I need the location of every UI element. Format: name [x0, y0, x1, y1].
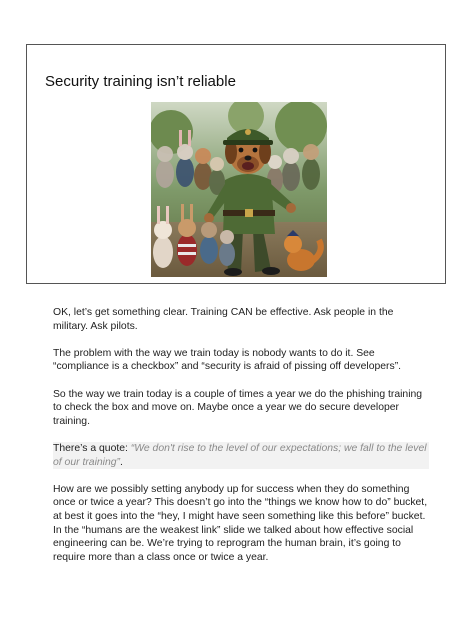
notes-paragraph-5: How are we possibly setting anybody up for success when they do something once or twice a year? This doesn’t go into the “things we know how to do” bucket, at best it goes into the “hey, I might have seen something like this before” bucket. In the “humans are the weakest link” slide we talked about how effective social engineering can be. We’re trying to reprogram the human brain, it’s going to require more than a class once or twice a year.	[53, 483, 428, 563]
quote-lead: There’s a quote:	[53, 442, 131, 454]
notes-paragraph-quote	[53, 442, 429, 469]
quote-tail: .	[120, 456, 123, 468]
notes-paragraph-2: The problem with the way we train today is nobody wants to do it. See “compliance is a checkbox” and “security is afraid of pissing off developers”.	[53, 347, 402, 373]
cartoon-illustration-icon	[151, 102, 327, 277]
training-quote: “We don't rise to the level of our expectations; we fall to the level of our training”	[53, 442, 427, 468]
notes-paragraph-1: OK, let’s get something clear. Training CAN be effective. Ask people in the military. Ask pilots.	[53, 307, 394, 332]
slide-frame	[26, 44, 446, 284]
notes-paragraph-3: So the way we train today is a couple of times a year we do the phishing training to check the box and move on. Maybe once a year we do secure developer training.	[53, 388, 423, 427]
speaker-notes	[53, 306, 429, 578]
slide-title: Security training isn’t reliable	[45, 73, 236, 90]
